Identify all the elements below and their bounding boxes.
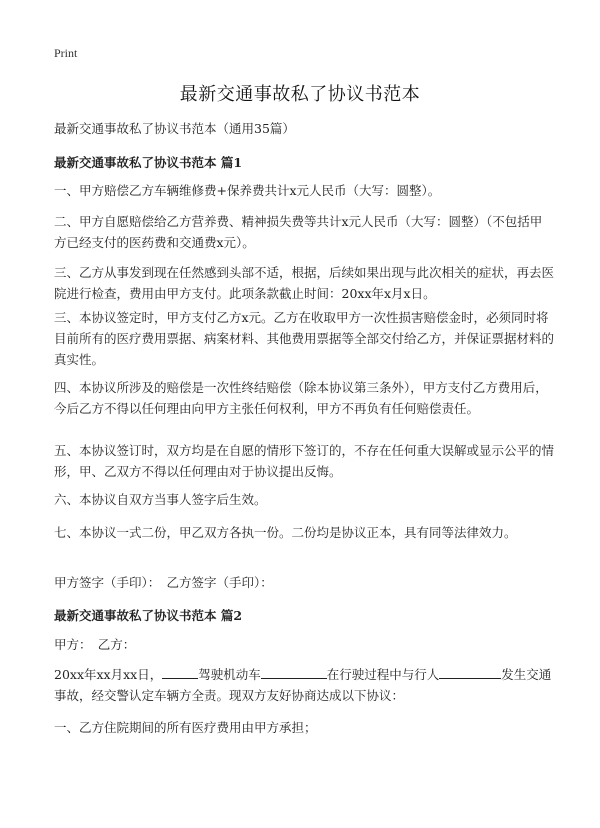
clause-2-1: 一、乙方住院期间的所有医疗费用由甲方承担；: [54, 720, 317, 735]
clause-2: 二、甲方自愿赔偿给乙方营养费、精神损失费等共计x元人民币（大写：圆整）（不包括甲方已经支付的医药费和交通费x元）。: [54, 214, 543, 250]
page-title: 最新交通事故私了协议书范本: [179, 84, 421, 105]
signature-line: 甲方签字（手印）： 乙方签字（手印）：: [54, 575, 273, 590]
clause-3: 三、乙方从事发到现在任然感到头部不适，根据，后续如果出现与此次相关的症状，再去医院进行检查，费用由甲方支付。此项条款截止时间：20xx年x月x日。: [54, 265, 555, 301]
blank-vehicle: [261, 665, 327, 679]
section-heading-2: 最新交通事故私了协议书范本 篇2: [54, 608, 243, 623]
clause-6: 五、本协议签订时，双方均是在自愿的情形下签订的，不存在任何重大误解或显示公平的情形，甲、乙双方不得以任何理由对于协议提出反悔。: [54, 443, 555, 479]
incident-intro: [54, 664, 554, 706]
clause-5: 四、本协议所涉及的赔偿是一次性终结赔偿（除本协议第三条外），甲方支付乙方费用后，今后乙方不得以任何理由向甲方主张任何权利，甲方不再负有任何赔偿责任。: [54, 380, 548, 416]
blank-driver: [162, 665, 198, 679]
incident-tail: 发生交通事故，经交警认定车辆方全责。现双方友好协商达成以下协议：: [54, 667, 552, 703]
document-subtitle: 最新交通事故私了协议书范本（通用35篇）: [54, 121, 295, 136]
incident-pedestrian: 在行驶过程中与行人: [326, 667, 440, 682]
section-heading-1: 最新交通事故私了协议书范本 篇1: [54, 155, 243, 170]
print-label: Print: [54, 46, 78, 60]
parties-line: 甲方： 乙方：: [54, 637, 136, 652]
clause-7: 六、本协议自双方当事人签字后生效。: [54, 492, 267, 507]
incident-drove: 驾驶机动车: [198, 667, 261, 682]
clause-1: 一、甲方赔偿乙方车辆维修费+保养费共计x元人民币（大写：圆整）。: [54, 183, 441, 198]
clause-8: 七、本协议一式二份，甲乙双方各执一份。二份均是协议正本，具有同等法律效力。: [54, 525, 517, 540]
incident-date: 20xx年xx月xx日，: [54, 667, 163, 682]
blank-pedestrian: [439, 665, 501, 679]
clause-4: 三、本协议签定时，甲方支付乙方x元。乙方在收取甲方一次性损害赔偿金时，必须同时将目前所有的医疗费用票据、病案材料、其他费用票据等全部交付给乙方，并保证票据材料的真实性。: [54, 310, 555, 367]
